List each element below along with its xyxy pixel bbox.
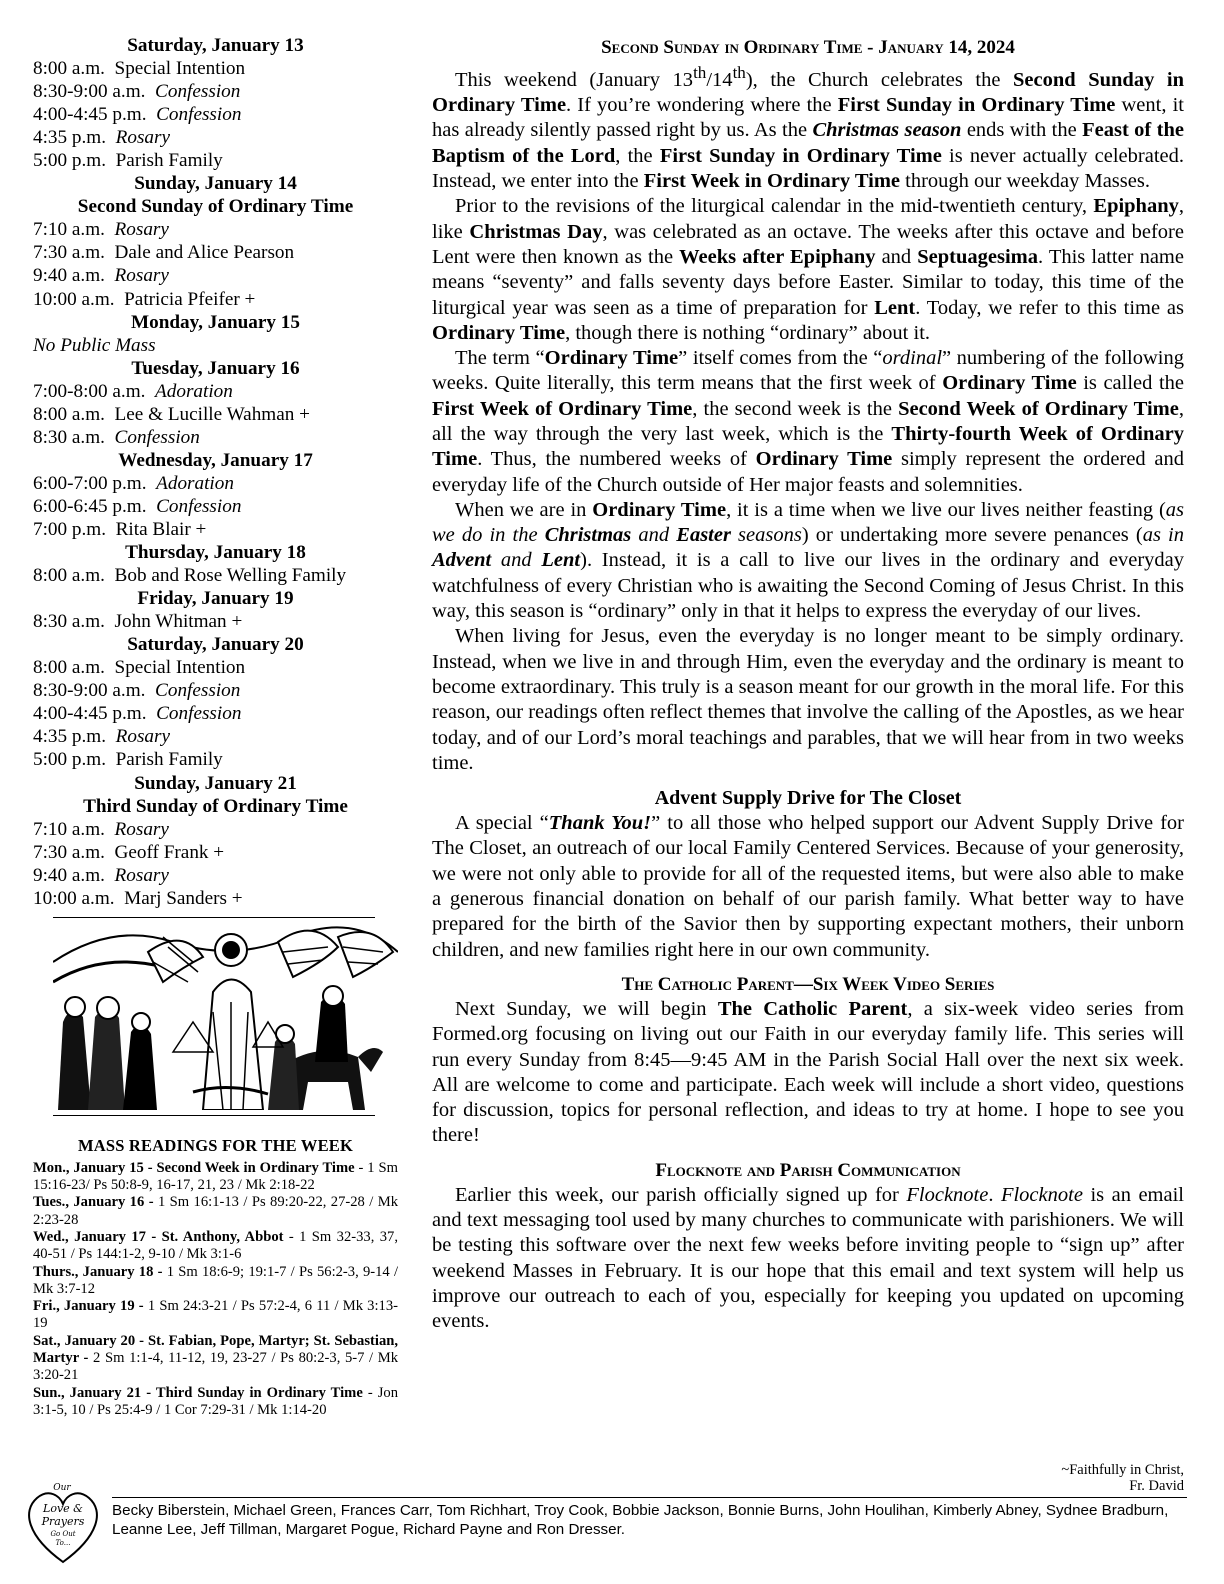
schedule-intention: Confession (114, 426, 200, 448)
schedule-entry (33, 679, 398, 702)
schedule-entry (33, 702, 398, 725)
paragraph: Next Sunday, we will begin The Catholic Parent, a six-week video series from Formed.org focusing on living out our Faith in our everyday family life. This series will run every Sunday from 8:45—9:45 AM in the Parish Social Hall over the next six week. All are welcome to come and participate. Each week will include a short video, questions for discussion, topics for personal reflection, and ideas to try at home. I hope to see you there! (432, 997, 1184, 1147)
schedule-entry (33, 80, 398, 103)
reading-item (33, 1194, 398, 1229)
schedule-time: 7:10 a.m. (33, 219, 105, 241)
schedule-time: 7:00 p.m. (33, 518, 107, 540)
schedule-time: 8:30 a.m. (33, 611, 105, 633)
schedule-time: 8:00 a.m. (33, 58, 105, 80)
reading-day: Fri., January 19 - (33, 1298, 144, 1315)
schedule-intention: Marj Sanders + (124, 887, 243, 909)
art-bottom-rule (53, 1115, 375, 1116)
article-title-catholic-parent: The Catholic Parent—Six Week Video Series (621, 973, 995, 995)
reading-day: Wed., January 17 - St. Anthony, Abbot (33, 1228, 284, 1245)
schedule-entry (33, 380, 398, 403)
reading-citations: - 1 Sm 32-33, 37, 40-51 / Ps 144:1-2, 9-10 / Mk 3:1-6 (33, 1228, 398, 1263)
paragraph: The term “Ordinary Time” itself comes from the “ordinal” numbering of the following weeks. Quite literally, this term means that the first week of Ordinary Time is called the First Week of Ordinary Time, the second week is the Second Week of Ordinary Time, all the way through the very last week, which is the Thirty-fourth Week of Ordinary Time. Thus, the numbered weeks of Ordinary Time simply represent the ordered and everyday life of the Church outside of Her major feasts and solemnities. (432, 347, 1184, 496)
schedule-entry (33, 841, 398, 864)
reading-citations: 1 Sm 24:3-21 / Ps 57:2-4, 6 11 / Mk 3:13-19 (33, 1298, 398, 1332)
schedule-intention: Special Intention (114, 657, 246, 679)
article-advent-drive (432, 811, 1184, 963)
reading-item (33, 1229, 398, 1264)
schedule-entry (33, 241, 398, 264)
schedule-intention: John Whitman + (114, 611, 243, 633)
schedule-time: 4:35 p.m. (33, 127, 107, 149)
schedule-time: 8:00 a.m. (33, 657, 105, 679)
reading-citations: - Jon 3:1-5, 10 / Ps 25:4-9 / 1 Cor 7:29-31 / Mk 1:14-20 (33, 1384, 398, 1418)
article-second-sunday (432, 60, 1184, 776)
schedule-day-heading: Tuesday, January 16 (131, 357, 300, 379)
schedule-entry (33, 57, 398, 80)
schedule-entry (33, 656, 398, 679)
reading-citations: 2 Sm 1:1-4, 11-12, 19, 23-27 / Ps 80:2-3, 5-7 / Mk 3:20-21 (33, 1350, 399, 1384)
schedule-intention: Rosary (115, 726, 170, 748)
schedule-time: 8:00 a.m. (33, 565, 105, 587)
paragraph: This weekend (January 13th/14th), the Church celebrates the Second Sunday in Ordinary Time. If you’re wondering where the First Sunday in Ordinary Time went, it has already silently passed right by us. As the Christmas season ends with the Feast of the Baptism of the Lord, the First Sunday in Ordinary Time is never actually celebrated. Instead, we enter into the First Week in Ordinary Time through our weekday Masses. (432, 63, 1184, 193)
reading-citations: - 1 Sm 15:16-23/ Ps 50:8-9, 16-17, 21, 23 / Mk 2:18-22 (33, 1159, 398, 1194)
svg-text:Go Out: Go Out (50, 1530, 76, 1538)
schedule-time: 7:10 a.m. (33, 818, 105, 840)
schedule-entry (33, 149, 398, 172)
article-title-advent-drive: Advent Supply Drive for The Closet (654, 787, 962, 810)
reading-citations: 1 Sm 18:6-9; 19:1-7 / Ps 56:2-3, 9-14 / Mk 3:7-12 (33, 1263, 399, 1297)
paragraph: Earlier this week, our parish officially signed up for Flocknote. Flocknote is an email and text messaging tool used by many churches to communicate with parishioners. We will be testing this software over the next few weeks before inviting people to “sign up” after weekend Masses in February. It is our hope that this email and text system will help us improve our outreach to each of you, especially for keeping you updated on upcoming events. (432, 1183, 1184, 1333)
schedule-intention: Bob and Rose Welling Family (114, 565, 347, 587)
schedule-intention: Confession (156, 104, 242, 126)
reading-day: Sat., January 20 - St. Fabian, Pope, Martyr; St. Sebastian, Martyr - (33, 1332, 398, 1367)
schedule-time: 9:40 a.m. (33, 265, 105, 287)
schedule-entry (33, 864, 398, 887)
schedule-time: 10:00 a.m. (33, 288, 115, 310)
schedule-time: 5:00 p.m. (33, 749, 107, 771)
nativity-illustration (53, 922, 398, 1110)
article-title-second-sunday: Second Sunday in Ordinary Time - January 14, 2024 (601, 37, 1015, 58)
schedule-day-heading: Saturday, January 20 (127, 634, 304, 656)
schedule-day-heading: Thursday, January 18 (125, 542, 306, 564)
schedule-time: 7:30 a.m. (33, 841, 105, 863)
schedule-entry (33, 564, 398, 587)
schedule-intention: Rosary (114, 219, 169, 241)
schedule-intention: Parish Family (115, 150, 223, 172)
schedule-entry (33, 403, 398, 426)
schedule-entry (33, 126, 398, 149)
schedule-time: 7:30 a.m. (33, 242, 105, 264)
schedule-entry (33, 288, 398, 311)
mass-schedule (33, 34, 398, 910)
schedule-entry (33, 103, 398, 126)
schedule-day-heading: Sunday, January 14 (134, 173, 297, 195)
schedule-day-heading: Wednesday, January 17 (118, 449, 313, 471)
reading-day: Tues., January 16 - (33, 1194, 154, 1211)
footer-rule (112, 1497, 1187, 1498)
schedule-time: 7:00-8:00 a.m. (33, 380, 146, 402)
schedule-intention: Lee & Lucille Wahman + (114, 403, 310, 425)
readings-title: MASS READINGS FOR THE WEEK (77, 1135, 354, 1155)
schedule-time: 5:00 p.m. (33, 150, 107, 172)
schedule-entry (33, 818, 398, 841)
schedule-entry (33, 426, 398, 449)
schedule-intention: Rosary (114, 818, 169, 840)
schedule-time: 4:00-4:45 p.m. (33, 703, 147, 725)
reading-item (33, 1333, 398, 1385)
schedule-time: 4:00-4:45 p.m. (33, 104, 147, 126)
article-title-flocknote: Flocknote and Parish Communication (655, 1159, 961, 1181)
schedule-intention: Rosary (114, 864, 169, 886)
schedule-intention: Adoration (155, 380, 233, 402)
schedule-intention: Rosary (115, 127, 170, 149)
reading-item (33, 1264, 398, 1299)
article-catholic-parent (432, 997, 1184, 1149)
schedule-intention: Special Intention (114, 58, 246, 80)
schedule-intention: Rosary (114, 265, 169, 287)
reading-item (33, 1385, 398, 1420)
schedule-day-heading: Monday, January 15 (131, 311, 300, 333)
schedule-time: 8:00 a.m. (33, 403, 105, 425)
schedule-entry (33, 725, 398, 748)
signature-closing: ~Faithfully in Christ, (1061, 1462, 1184, 1478)
reading-day: Mon., January 15 - Second Week in Ordinary Time (33, 1159, 355, 1176)
svg-text:To...: To... (55, 1539, 71, 1547)
schedule-day-subheading: Third Sunday of Ordinary Time (83, 795, 348, 817)
schedule-entry (33, 610, 398, 633)
schedule-intention: Adoration (156, 472, 234, 494)
schedule-entry (33, 748, 398, 771)
reading-day: Sun., January 21 - Third Sunday in Ordinary Time (33, 1384, 363, 1401)
schedule-intention: Confession (155, 81, 241, 103)
schedule-time: 10:00 a.m. (33, 887, 115, 909)
schedule-entry (33, 472, 398, 495)
reading-citations: 1 Sm 16:1-13 / Ps 89:20-22, 27-28 / Mk 2:23-28 (33, 1194, 398, 1228)
schedule-intention: Parish Family (115, 749, 223, 771)
paragraph: When we are in Ordinary Time, it is a time when we live our lives neither feasting (as we do in the Christmas and Easter seasons) or undertaking more severe penances (as in Advent and Lent). Instead, it is a call to live our lives in the ordinary and everyday watchfulness of every Christian who is awaiting the Second Coming of Jesus Christ. In this way, this season is “ordinary” only in that it helps to express the everyday of our lives. (432, 498, 1185, 623)
schedule-time: 8:30 a.m. (33, 426, 105, 448)
schedule-time: 4:35 p.m. (33, 726, 107, 748)
schedule-entry (33, 495, 398, 518)
schedule-entry (33, 334, 398, 357)
reading-item (33, 1298, 398, 1333)
schedule-time: 8:30-9:00 a.m. (33, 81, 146, 103)
art-top-rule (53, 917, 375, 918)
paragraph: When living for Jesus, even the everyday is no longer meant to be simply ordinary. Instead, when we live in and through Him, even the everyday and the ordinary is meant to become extraordinary. This truly is a season meant for our growth in the moral life. For this reason, our readings often reflect themes that involve the calling of the Apostles, as we hear today, and of our Lord’s moral teachings and parables, that we will hear from in two weeks time. (432, 625, 1184, 774)
left-column (33, 34, 398, 1419)
schedule-intention: Geoff Frank + (114, 841, 225, 863)
schedule-day-heading: Friday, January 19 (137, 588, 294, 610)
schedule-intention: Confession (156, 703, 242, 725)
schedule-intention: No Public Mass (33, 334, 156, 356)
schedule-entry (33, 518, 398, 541)
schedule-intention: Confession (155, 680, 241, 702)
svg-text:Love &: Love & (43, 1502, 83, 1515)
schedule-entry (33, 264, 398, 287)
schedule-intention: Confession (156, 495, 242, 517)
schedule-time: 9:40 a.m. (33, 864, 105, 886)
schedule-day-heading: Sunday, January 21 (134, 772, 297, 794)
schedule-time: 8:30-9:00 a.m. (33, 680, 146, 702)
schedule-day-heading: Saturday, January 13 (127, 35, 304, 56)
article-flocknote (432, 1183, 1184, 1335)
love-prayers-logo (22, 1476, 104, 1566)
schedule-intention: Rita Blair + (115, 518, 207, 540)
schedule-time: 6:00-7:00 p.m. (33, 472, 147, 494)
schedule-intention: Dale and Alice Pearson (114, 242, 295, 264)
svg-text:Our: Our (53, 1483, 71, 1493)
right-column (432, 36, 1184, 1334)
schedule-time: 6:00-6:45 p.m. (33, 495, 147, 517)
schedule-intention: Patricia Pfeifer + (124, 288, 256, 310)
schedule-day-subheading: Second Sunday of Ordinary Time (77, 196, 354, 218)
signature-name: Fr. David (1129, 1478, 1184, 1494)
paragraph: A special “Thank You!” to all those who helped support our Advent Supply Drive for The Closet, an outreach of our local Family Centered Services. Because of your generosity, we were not only able to provide for all of the requested items, but were also able to make a generous financial donation on behalf of our parish family. What better way to have prepared for the birth of the Savior then by supporting expectant mothers, their unborn children, and new families right here in our own community. (432, 812, 1184, 961)
prayer-list: Becky Biberstein, Michael Green, Frances Carr, Tom Richhart, Troy Cook, Bobbie Jackson, Bonnie Burns, John Houlihan, Kimberly Abney, Sydnee Bradburn, Leanne Lee, Jeff Tillman, Margaret Pogue, Richard Payne and Ron Dresser. (112, 1502, 1169, 1538)
paragraph: Prior to the revisions of the liturgical calendar in the mid-twentieth century, Epiphany, like Christmas Day, was celebrated as an octave. The weeks after this octave and before Lent were then known as the Weeks after Epiphany and Septuagesima. This latter name means “seventy” and falls seventy days before Easter. Similar to today, this time of the liturgical year was seen as a time of preparation for Lent. Today, we refer to this time as Ordinary Time, though there is nothing “ordinary” about it. (432, 195, 1184, 344)
schedule-entry (33, 887, 398, 910)
readings-list (33, 1160, 398, 1419)
reading-item (33, 1160, 398, 1195)
reading-day: Thurs., January 18 - (33, 1263, 163, 1280)
signature (1061, 1462, 1184, 1494)
svg-text:Prayers: Prayers (41, 1515, 85, 1528)
schedule-entry (33, 218, 398, 241)
